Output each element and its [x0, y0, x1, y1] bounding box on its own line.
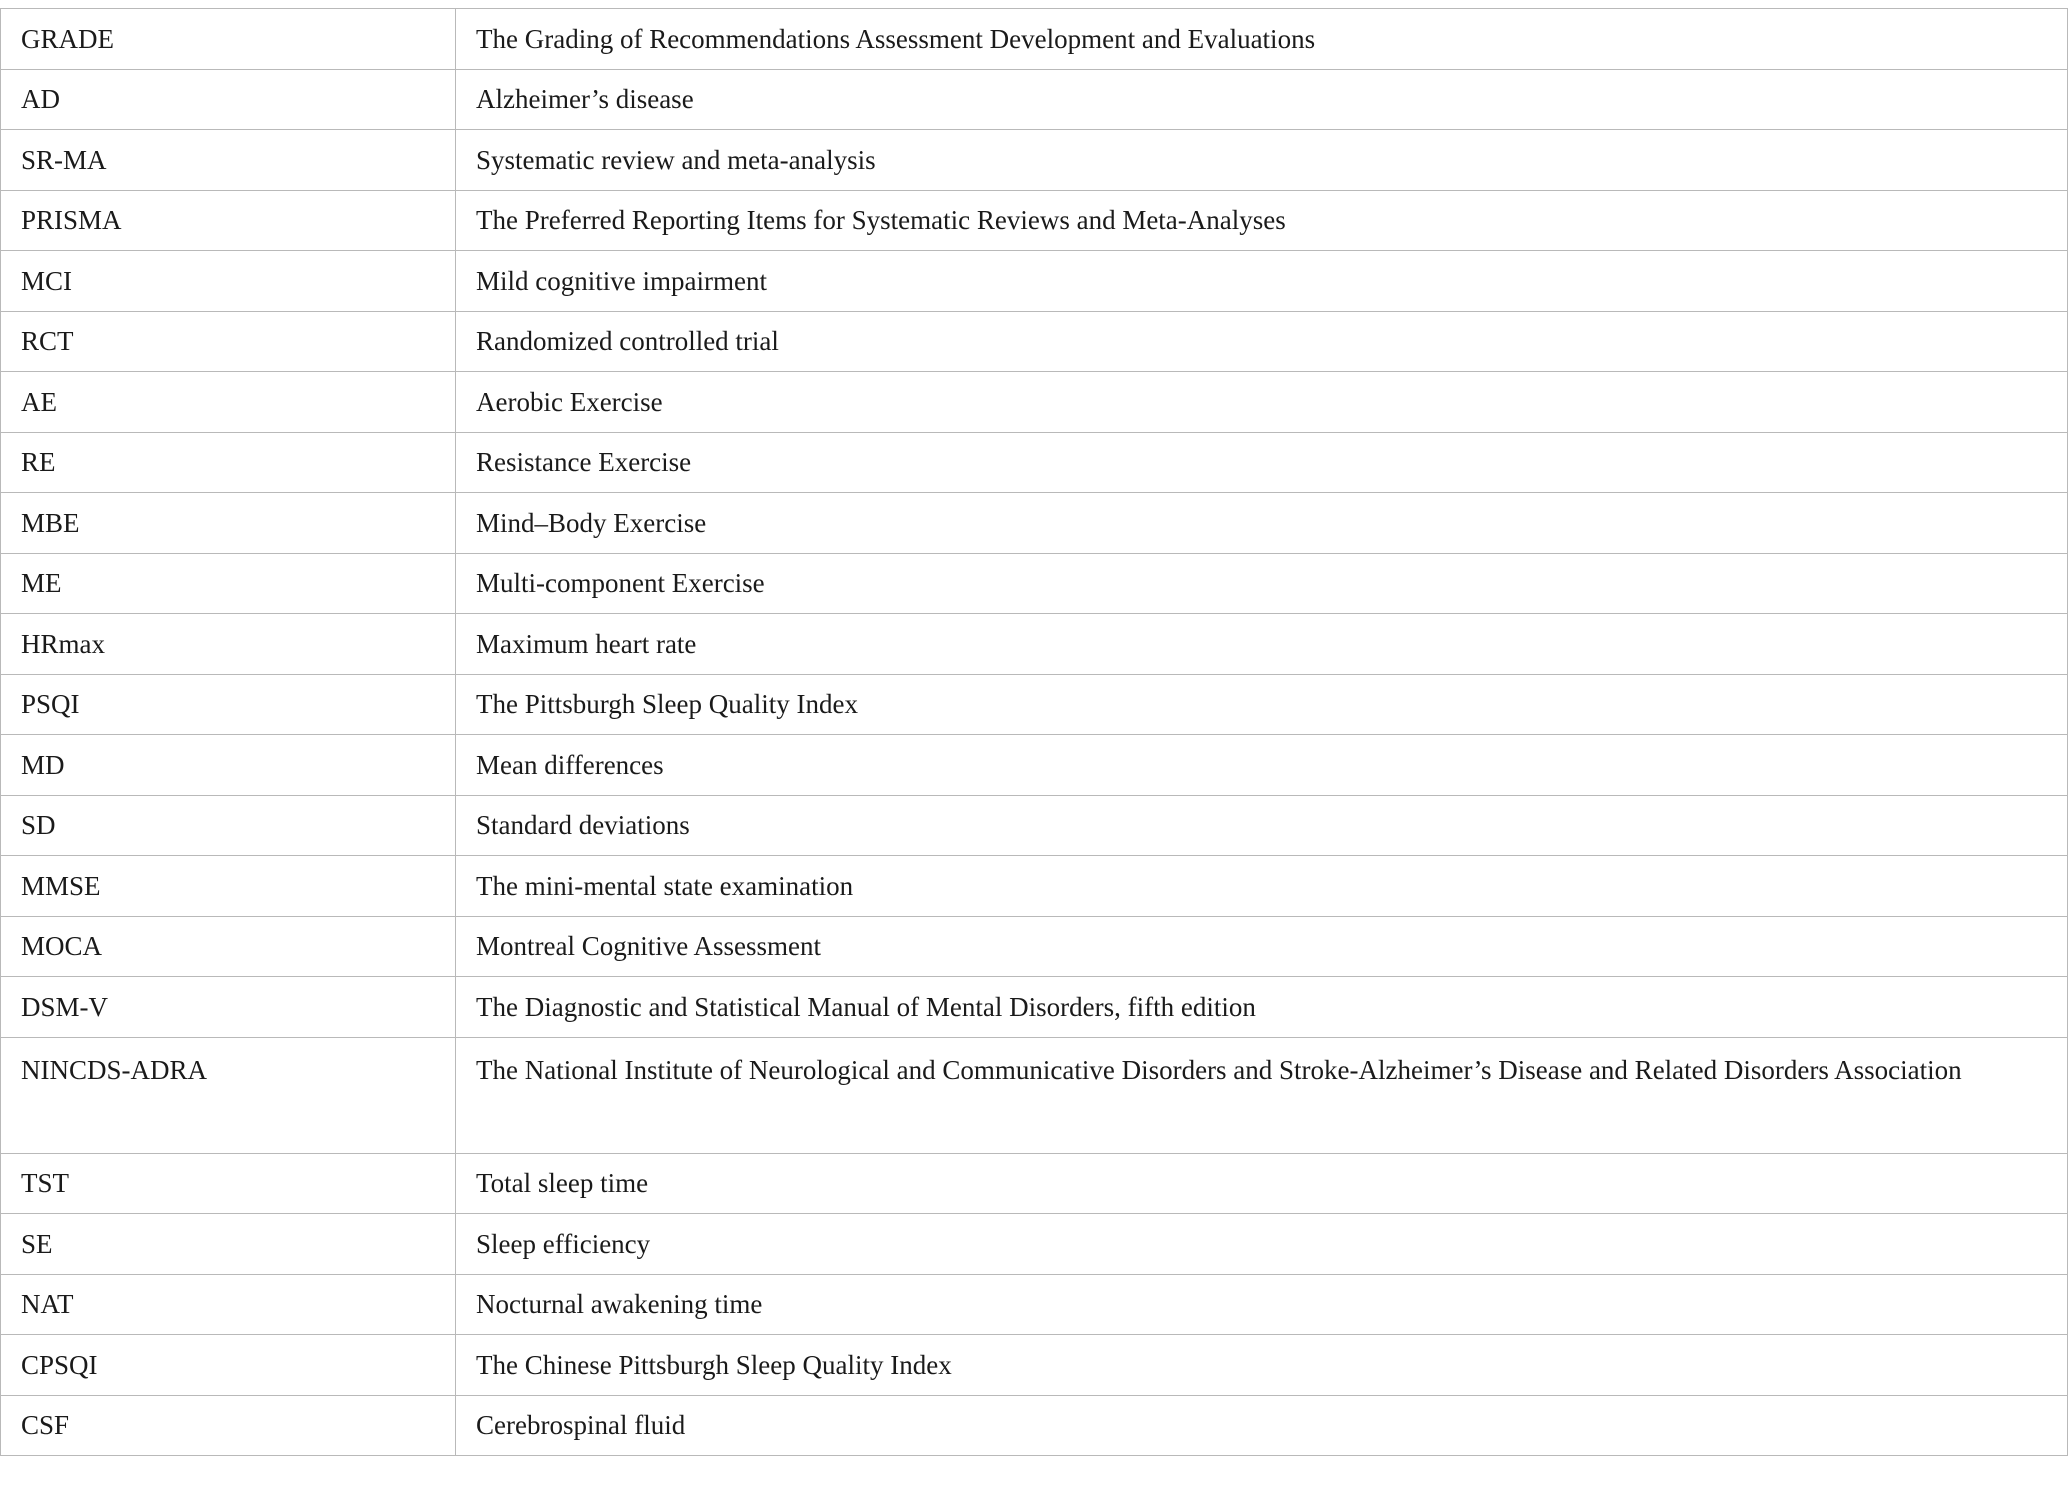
abbreviation-cell: AD	[1, 69, 456, 130]
abbreviations-table	[0, 8, 2068, 1456]
definition-cell: Cerebrospinal fluid	[456, 1395, 2068, 1456]
table-row	[1, 493, 2068, 554]
definition-cell: Montreal Cognitive Assessment	[456, 916, 2068, 977]
table-row	[1, 1214, 2068, 1275]
definition-cell: Total sleep time	[456, 1153, 2068, 1214]
definition-cell: Maximum heart rate	[456, 614, 2068, 675]
table-row	[1, 553, 2068, 614]
definition-cell: Systematic review and meta-analysis	[456, 130, 2068, 191]
abbreviation-cell: PSQI	[1, 674, 456, 735]
abbreviation-cell: SE	[1, 1214, 456, 1275]
table-row	[1, 674, 2068, 735]
table-row	[1, 432, 2068, 493]
abbreviation-cell: GRADE	[1, 9, 456, 70]
definition-cell: Randomized controlled trial	[456, 311, 2068, 372]
definition-cell: The Diagnostic and Statistical Manual of Mental Disorders, fifth edition	[456, 977, 2068, 1038]
definition-cell: Sleep efficiency	[456, 1214, 2068, 1275]
table-row	[1, 735, 2068, 796]
table-row	[1, 9, 2068, 70]
definition-cell: Resistance Exercise	[456, 432, 2068, 493]
table-row	[1, 130, 2068, 191]
table-row	[1, 1153, 2068, 1214]
table-row	[1, 251, 2068, 312]
table-row	[1, 311, 2068, 372]
abbreviation-cell: CSF	[1, 1395, 456, 1456]
definition-cell: The mini-mental state examination	[456, 856, 2068, 917]
definition-cell: Multi-component Exercise	[456, 553, 2068, 614]
abbreviation-cell: MBE	[1, 493, 456, 554]
table-row	[1, 372, 2068, 433]
abbreviation-cell: SR-MA	[1, 130, 456, 191]
definition-cell: The National Institute of Neurological and Communicative Disorders and Stroke-Alzheimer’s Disease and Related Disorders Association	[456, 1037, 2068, 1153]
definition-cell: Aerobic Exercise	[456, 372, 2068, 433]
abbreviation-cell: SD	[1, 795, 456, 856]
table-row	[1, 856, 2068, 917]
abbreviation-cell: MOCA	[1, 916, 456, 977]
table-row	[1, 190, 2068, 251]
table-row	[1, 916, 2068, 977]
abbreviation-cell: RE	[1, 432, 456, 493]
abbreviation-cell: NAT	[1, 1274, 456, 1335]
abbreviation-cell: PRISMA	[1, 190, 456, 251]
abbreviation-cell: MMSE	[1, 856, 456, 917]
definition-cell: Mind–Body Exercise	[456, 493, 2068, 554]
definition-cell: Mild cognitive impairment	[456, 251, 2068, 312]
table-row	[1, 69, 2068, 130]
definition-cell: Alzheimer’s disease	[456, 69, 2068, 130]
table-row	[1, 1037, 2068, 1153]
table-row	[1, 1335, 2068, 1396]
definition-cell: The Pittsburgh Sleep Quality Index	[456, 674, 2068, 735]
abbreviation-cell: AE	[1, 372, 456, 433]
abbreviation-cell: ME	[1, 553, 456, 614]
abbreviation-cell: MCI	[1, 251, 456, 312]
definition-cell: Nocturnal awakening time	[456, 1274, 2068, 1335]
abbreviations-table-container	[0, 8, 2068, 1456]
table-row	[1, 795, 2068, 856]
abbreviation-cell: RCT	[1, 311, 456, 372]
table-row	[1, 977, 2068, 1038]
abbreviation-cell: TST	[1, 1153, 456, 1214]
definition-cell: The Grading of Recommendations Assessment Development and Evaluations	[456, 9, 2068, 70]
definition-cell: The Chinese Pittsburgh Sleep Quality Index	[456, 1335, 2068, 1396]
definition-cell: The Preferred Reporting Items for Systematic Reviews and Meta-Analyses	[456, 190, 2068, 251]
abbreviation-cell: HRmax	[1, 614, 456, 675]
definition-cell: Mean differences	[456, 735, 2068, 796]
abbreviation-cell: NINCDS-ADRA	[1, 1037, 456, 1153]
abbreviation-cell: MD	[1, 735, 456, 796]
definition-cell: Standard deviations	[456, 795, 2068, 856]
table-row	[1, 1395, 2068, 1456]
table-row	[1, 1274, 2068, 1335]
abbreviation-cell: DSM-V	[1, 977, 456, 1038]
abbreviation-cell: CPSQI	[1, 1335, 456, 1396]
table-row	[1, 614, 2068, 675]
